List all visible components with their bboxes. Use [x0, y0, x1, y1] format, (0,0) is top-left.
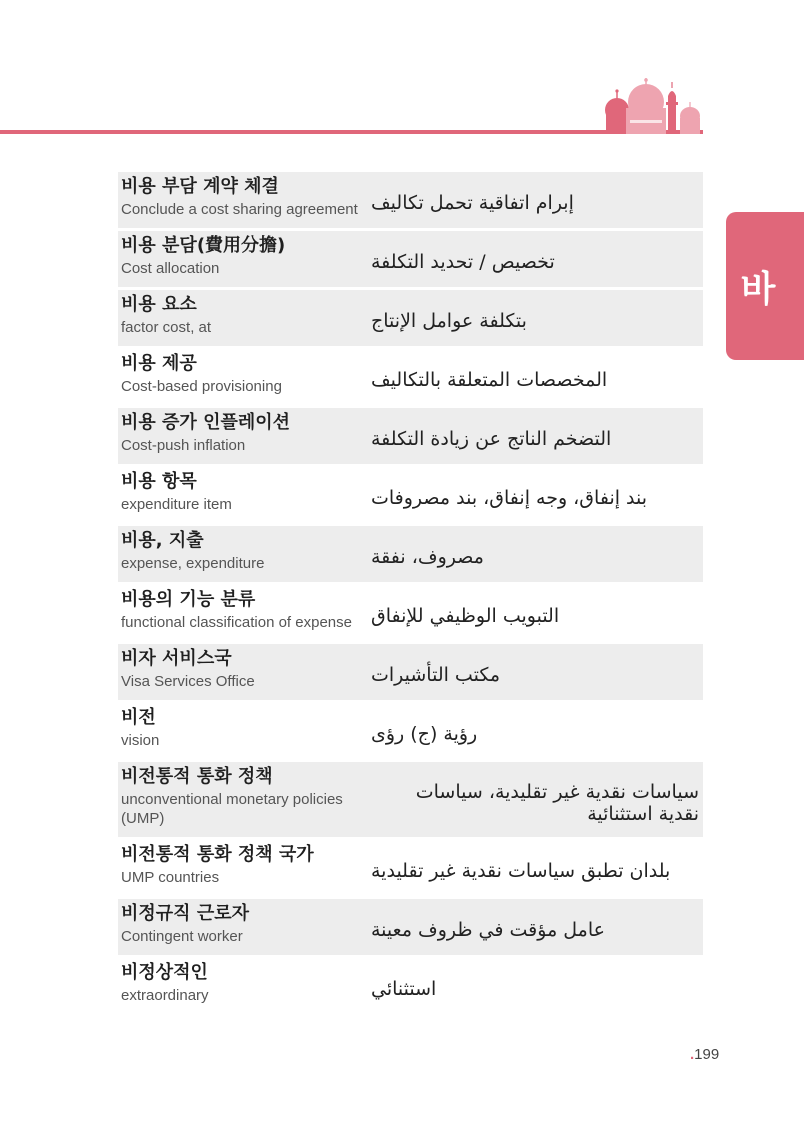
english-term: extraordinary — [121, 987, 209, 1004]
section-tab[interactable] — [726, 212, 804, 360]
english-term: functional classification of expense — [121, 614, 352, 631]
korean-term: 비전통적 통화 정책 — [121, 766, 273, 787]
list-item — [118, 585, 703, 641]
korean-term: 비용 항목 — [121, 471, 197, 492]
korean-term: 비전통적 통화 정책 국가 — [121, 844, 314, 865]
arabic-term: رؤية (ج) رؤى — [371, 723, 478, 745]
korean-term: 비용 요소 — [121, 294, 197, 315]
arabic-term: بند إنفاق، وجه إنفاق، بند مصروفات — [371, 487, 648, 509]
list-item — [118, 172, 703, 228]
mosque-icon — [600, 78, 704, 134]
list-item — [118, 899, 703, 955]
english-term: vision — [121, 732, 160, 749]
arabic-term: استثنائي — [371, 978, 437, 1000]
arabic-term: بلدان تطبق سياسات نقدية غير تقليدية — [371, 860, 671, 882]
page-number-value: 199 — [694, 1046, 720, 1063]
list-item — [118, 644, 703, 700]
arabic-term: عامل مؤقت في ظروف معينة — [371, 919, 605, 941]
english-term: Visa Services Office — [121, 673, 255, 690]
korean-term: 비정규직 근로자 — [121, 903, 249, 924]
arabic-term: مصروف، نفقة — [371, 546, 484, 568]
english-term: Conclude a cost sharing agreement — [121, 201, 358, 218]
english-term: expense, expenditure — [121, 555, 265, 572]
arabic-term: بتكلفة عوامل الإنتاج — [371, 310, 527, 332]
korean-term: 비용의 기능 분류 — [121, 589, 256, 610]
section-tab-label: 바 — [740, 268, 776, 310]
arabic-term: التضخم الناتج عن زيادة التكلفة — [371, 428, 612, 450]
list-item — [118, 762, 703, 837]
english-term: Contingent worker — [121, 928, 243, 945]
page-marker: . — [690, 1046, 695, 1063]
list-item — [118, 840, 703, 896]
korean-term: 비용 제공 — [121, 353, 197, 374]
english-term: Cost allocation — [121, 260, 220, 277]
korean-term: 비용 분담(費用分擔) — [121, 235, 286, 256]
arabic-term: المخصصات المتعلقة بالتكاليف — [371, 369, 608, 391]
english-term: Cost-push inflation — [121, 437, 246, 454]
english-term: Cost-based provisioning — [121, 378, 282, 395]
arabic-term: تخصيص / تحديد التكلفة — [371, 251, 555, 273]
korean-term: 비용 증가 인플레이션 — [121, 412, 291, 433]
english-term: expenditure item — [121, 496, 232, 513]
list-item — [118, 703, 703, 759]
english-term: factor cost, at — [121, 319, 212, 336]
korean-term: 비용, 지출 — [121, 530, 204, 551]
list-item — [118, 526, 703, 582]
header-rule — [0, 130, 703, 134]
korean-term: 비전 — [121, 707, 156, 728]
english-term: UMP countries — [121, 869, 220, 886]
list-item — [118, 349, 703, 405]
korean-term: 비정상적인 — [121, 962, 208, 983]
list-item — [118, 408, 703, 464]
english-term: unconventional monetary policies (UMP) — [121, 791, 343, 827]
arabic-term: إبرام اتفاقية تحمل تكاليف — [371, 192, 574, 214]
arabic-term: سياسات نقدية غير تقليدية، سياسات نقدية استثنائية — [415, 780, 699, 825]
arabic-term: مكتب التأشيرات — [371, 664, 500, 686]
list-item — [118, 231, 703, 287]
list-item — [118, 290, 703, 346]
arabic-term: التبويب الوظيفي للإنفاق — [371, 605, 560, 627]
korean-term: 비자 서비스국 — [121, 648, 232, 669]
glossary-list — [118, 172, 703, 1017]
list-item — [118, 958, 703, 1014]
korean-term: 비용 부담 계약 체결 — [121, 176, 279, 197]
page-number — [690, 1046, 719, 1063]
list-item — [118, 467, 703, 523]
